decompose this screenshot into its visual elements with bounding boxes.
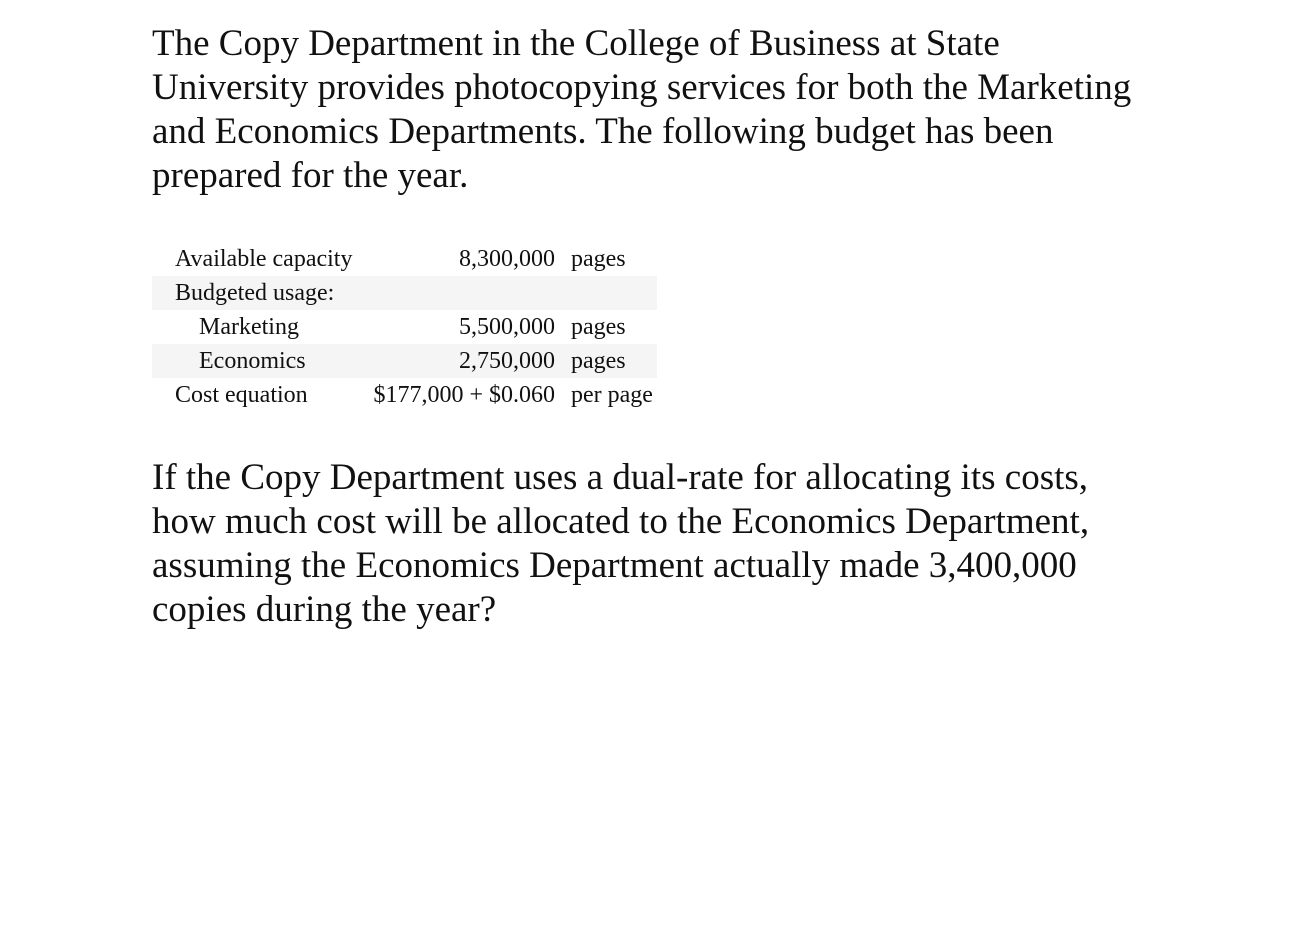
row-amount-budgeted-usage	[361, 276, 571, 310]
table-row	[152, 242, 657, 276]
row-unit-cost-equation: per page	[571, 382, 653, 408]
table-row	[152, 276, 657, 310]
row-amount-cost-equation: $177,000 + $0.060	[373, 382, 555, 408]
table-row	[152, 310, 657, 344]
row-label-marketing: Marketing	[199, 314, 299, 340]
question-paragraph: If the Copy Department uses a dual-rate for allocating its costs, how much cost will be allocated to the Economics Department, assuming the Economics Department actually made 3,400,000 copies during the year?	[152, 457, 1090, 630]
row-unit-economics: pages	[571, 344, 657, 378]
intro-paragraph: The Copy Department in the College of Business at State University provides photocopying services for both the Marketing and Economics Departments. The following budget has been prepared for the year.	[152, 23, 1132, 196]
row-amount-economics: 2,750,000	[361, 344, 571, 378]
row-amount-available-capacity: 8,300,000	[459, 246, 555, 272]
row-label-available-capacity: Available capacity	[175, 246, 353, 272]
row-label-cost-equation: Cost equation	[175, 382, 308, 408]
budget-table	[152, 242, 657, 412]
row-amount-marketing: 5,500,000	[459, 314, 555, 340]
row-unit-marketing: pages	[571, 314, 626, 340]
table-row	[152, 378, 657, 412]
row-label-budgeted-usage: Budgeted usage:	[152, 276, 361, 310]
row-label-economics: Economics	[152, 344, 361, 378]
row-unit-available-capacity: pages	[571, 246, 626, 272]
row-unit-budgeted-usage	[571, 276, 657, 310]
table-row	[152, 344, 657, 378]
